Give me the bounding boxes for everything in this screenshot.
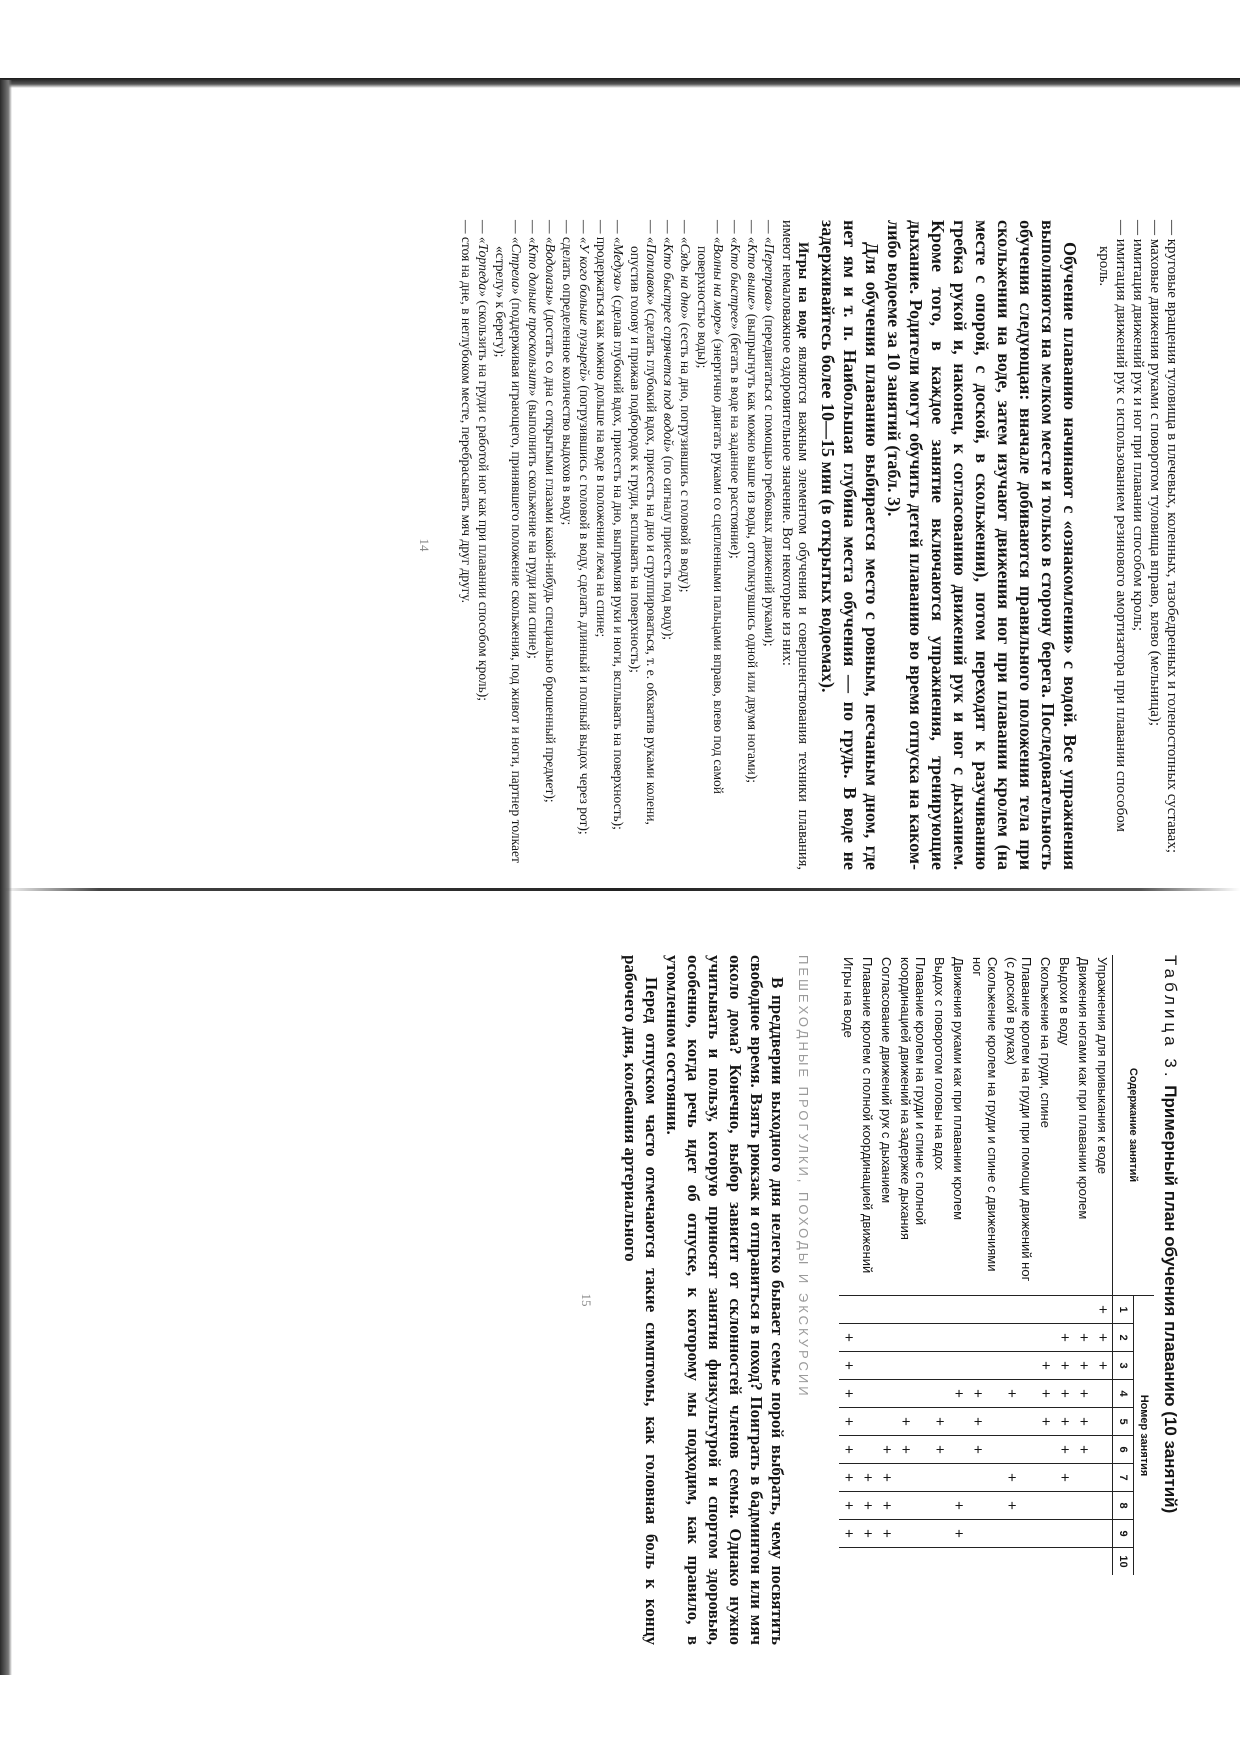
empty-cell (1036, 1492, 1055, 1520)
empty-cell (1055, 1296, 1074, 1324)
plus-mark: + (949, 1380, 968, 1408)
empty-cell (1002, 1548, 1036, 1576)
list-item: — имитация движений рук и ног при плавании способом кроль; (1130, 220, 1146, 632)
game-title: «Волны на море» (711, 236, 726, 336)
plus-mark: + (1074, 1436, 1093, 1464)
game-text: (энергично двигать руками со сцепленными пальцами вправо, влево под самой поверхностью воды); (695, 246, 726, 794)
list-item: — «Водолазы» (достать со дна с открытыми глазами какой-нибудь специально брошенный предмет); (543, 220, 558, 803)
empty-cell (1036, 1436, 1055, 1464)
empty-cell (949, 1408, 968, 1436)
game-title: «Торпеда» (476, 236, 491, 297)
empty-cell (930, 1380, 949, 1408)
empty-cell (1093, 1464, 1113, 1492)
list-item: — круговые вращения туловища в плечевых, коленных, тазобедренных и голеностопных суставах; (1164, 220, 1180, 854)
game-title: «Сядь на дно» (678, 236, 693, 320)
bullet-list-exercises (1095, 220, 1180, 870)
empty-cell (896, 1380, 930, 1408)
table-caption (1160, 955, 1180, 1645)
games-lead: Игры на воде (795, 242, 811, 339)
table-row (949, 955, 968, 1575)
page-15 (130, 955, 1180, 1645)
empty-cell (858, 1352, 877, 1380)
plus-mark: + (968, 1436, 1002, 1464)
empty-cell (1036, 1296, 1055, 1324)
table-body (839, 955, 1113, 1575)
plus-mark: + (858, 1464, 877, 1492)
table-row (930, 955, 949, 1575)
plus-mark: + (858, 1492, 877, 1520)
session-number-8: 8 (1113, 1492, 1134, 1520)
game-text: сделать определенное количество выдохов в воду; (560, 236, 575, 526)
scan-shadow-top (0, 78, 1240, 88)
empty-cell (1055, 1548, 1074, 1576)
plus-mark: + (839, 1324, 858, 1352)
empty-cell (968, 1324, 1002, 1352)
game-title: «Поплавок» (644, 236, 659, 306)
empty-cell (930, 1296, 949, 1324)
table-title: Примерный план обучения плаванию (10 занятий) (1161, 1085, 1180, 1514)
game-text: продержаться как можно дольше на воде в положении лежа на спине; (594, 236, 609, 638)
game-text: (сделать глубокий вдох, присесть на дно и сгруппироваться, т. е. обхватив руками колени, опустив голову и прижав подбородок к груди, всплывать на поверхность); (628, 246, 659, 825)
empty-cell (896, 1464, 930, 1492)
empty-cell (930, 1464, 949, 1492)
empty-cell (839, 1296, 858, 1324)
games-list (458, 220, 777, 870)
plus-mark: + (1055, 1408, 1074, 1436)
game-text: (выполнить скольжение на груди или спине); (526, 399, 541, 659)
empty-cell (896, 1296, 930, 1324)
plus-mark: + (877, 1436, 896, 1464)
empty-cell (968, 1296, 1002, 1324)
game-title: «Кто быстрее» (728, 236, 743, 330)
plus-mark: + (858, 1520, 877, 1548)
scan-shadow-left (0, 80, 12, 1675)
plus-mark: + (1036, 1408, 1055, 1436)
plus-mark: + (949, 1492, 968, 1520)
empty-cell (968, 1548, 1002, 1576)
empty-cell (949, 1296, 968, 1324)
session-number-1: 1 (1113, 1296, 1134, 1324)
empty-cell (1036, 1324, 1055, 1352)
list-item: — «Кто выше» (выпрыгнуть как можно выше из воды, оттолкнувшись одной или двумя ногами); (745, 220, 760, 784)
empty-cell (1074, 1464, 1093, 1492)
plus-mark: + (877, 1492, 896, 1520)
session-number-9: 9 (1113, 1520, 1134, 1548)
game-title: «Стрела» (509, 236, 524, 295)
plus-mark: + (896, 1436, 930, 1464)
page-number: 15 (579, 1293, 594, 1307)
list-item: — «Кто быстрее спрячется под водой» (по сигналу присесть под воду); (661, 220, 676, 640)
plus-mark: + (839, 1492, 858, 1520)
empty-cell (877, 1548, 896, 1576)
table-row (858, 955, 877, 1575)
game-text: (сесть на дно, погрузившись с головой в воду); (678, 322, 693, 593)
empty-cell (839, 1548, 858, 1576)
empty-cell (949, 1324, 968, 1352)
paragraph-swimming-intro: Обучение плаванию начинают с «ознакомления» с водой. Все упражнения выполняются на мелком месте и только в сторону берега. Последовательность обучения следующая: вначале добиваются правильного положения тела при скольжении на воде, затем изучают движения ног при плавании кролем (на месте с опорой, с доской, в скольжении), потом переходят к разучиванию гребка рукой и, наконец, к согласованию движений рук и ног с дыханием. Кроме того, в каждое занятие включаются упражнения, тренирующие дыхание. Родители могут обучить детей плаванию во время отпуска на каком-либо водоеме за 10 занятий (табл. 3). (884, 220, 1080, 870)
paragraph-vacation: Перед отпуском часто отмечаются такие симптомы, как головная боль к концу рабочего дня, колебания артериального (621, 955, 661, 1645)
plus-mark: + (1036, 1380, 1055, 1408)
plus-mark: + (1055, 1380, 1074, 1408)
plus-mark: + (968, 1408, 1002, 1436)
list-item: — продержаться как можно дольше на воде в положении лежа на спине; (594, 220, 609, 638)
session-number-3: 3 (1113, 1352, 1134, 1380)
list-item: — сделать определенное количество выдохов в воду; (560, 220, 575, 526)
game-text: (сделав глубокий вдох, присесть на дно, выпрямляя руки и ноги, всплывать на поверхность); (611, 294, 626, 830)
empty-cell (930, 1324, 949, 1352)
empty-cell (930, 1492, 949, 1520)
game-text: (по сигналу присесть под воду); (661, 455, 676, 640)
game-text: (поддерживая играющего, принявшего положение скольжения, под живот и ноги, партнер толкает «стрелу» к берегу); (493, 246, 524, 863)
empty-cell (949, 1548, 968, 1576)
session-number-6: 6 (1113, 1436, 1134, 1464)
game-title: «Кто дольше проскользит» (526, 236, 541, 397)
list-item: — имитация движений рук с использованием резинового амортизатора при плавании способом кроль. (1096, 220, 1129, 832)
list-item: — «Сядь на дно» (сесть на дно, погрузившись с головой в воду); (678, 220, 693, 593)
empty-cell (1074, 1296, 1093, 1324)
plus-mark: + (1055, 1324, 1074, 1352)
row-label: Плавание кролем на груди при помощи движений ног (с доской в руках) (1004, 957, 1034, 1282)
plus-mark: + (839, 1464, 858, 1492)
list-item: — маховые движения руками с поворотом туловища вправо, влево (мельница); (1147, 220, 1163, 727)
empty-cell (858, 1548, 877, 1576)
game-text: (погрузившись с головой в воду, сделать длинный и полный выдох через рот); (577, 385, 592, 835)
page-fold (0, 888, 1240, 891)
row-label: Движения ногами как при плавании кролем (1076, 957, 1091, 1220)
plus-mark: + (1055, 1436, 1074, 1464)
empty-cell (1055, 1492, 1074, 1520)
plus-mark: + (1055, 1352, 1074, 1380)
plus-mark: + (930, 1436, 949, 1464)
plus-mark: + (968, 1380, 1002, 1408)
empty-cell (1036, 1520, 1055, 1548)
empty-cell (968, 1464, 1002, 1492)
table-row (1002, 955, 1036, 1575)
table-row (1055, 955, 1074, 1575)
table-row (896, 955, 930, 1575)
table-row (1036, 955, 1055, 1575)
plus-mark: + (1036, 1352, 1055, 1380)
plus-mark: + (1074, 1408, 1093, 1436)
row-label: Упражнения для привыкания к воде (1095, 957, 1110, 1175)
table-row (839, 955, 858, 1575)
table-row (1093, 955, 1113, 1575)
list-item: — «Кто дольше проскользит» (выполнить скольжение на груди или спине); (526, 220, 541, 659)
empty-cell (1002, 1436, 1036, 1464)
plus-mark: + (1093, 1296, 1113, 1324)
empty-cell (877, 1324, 896, 1352)
empty-cell (949, 1352, 968, 1380)
row-label: Скольжение на груди, спине (1038, 957, 1053, 1128)
empty-cell (877, 1296, 896, 1324)
lesson-plan-table (839, 955, 1154, 1575)
empty-cell (1002, 1408, 1036, 1436)
row-label: Плавание кролем с полной координацией движений (860, 957, 875, 1274)
game-text: (достать со дна с открытыми глазами какой-нибудь специально брошенный предмет); (543, 309, 558, 803)
empty-cell (1074, 1520, 1093, 1548)
empty-cell (949, 1436, 968, 1464)
empty-cell (1093, 1436, 1113, 1464)
list-item: — «Стрела» (поддерживая играющего, принявшего положение скольжения, под живот и ноги, партнер толкает «стрелу» к берегу); (493, 220, 524, 863)
row-label: Скольжение кролем на груди и спине с движениями ног (970, 957, 1000, 1272)
games-intro-text: являются важным элементом обучения и совершенствования техники плавания, имеют немаловажное оздоровительное значение. Вот некоторые из них: (779, 220, 811, 870)
plus-mark: + (1093, 1352, 1113, 1380)
empty-cell (968, 1352, 1002, 1380)
game-title: «Медуза» (611, 236, 626, 292)
plus-mark: + (839, 1408, 858, 1436)
list-item: — «Волны на море» (энергично двигать руками со сцепленными пальцами вправо, влево под самой поверхностью воды); (695, 220, 726, 794)
empty-cell (896, 1352, 930, 1380)
empty-cell (930, 1548, 949, 1576)
paragraph-weekend: В преддверии выходного дня нелегко бывает семье порой выбрать, чему посвятить свободное время. Взять рюкзак и отправиться в поход? Поиграть в бадминтон или мяч около дома? Конечно, выбор зависит от склонностей членов семьи. Однако нужно учитывать и пользу, которую приносят занятия физкультурой и спортом здоровью, особенно, когда речь идет об отпуске, к которому мы подходим, как правило, в утомленном состоянии. (663, 955, 787, 1645)
section-heading: ПЕШЕХОДНЫЕ ПРОГУЛКИ, ПОХОДЫ И ЭКСКУРСИИ (796, 955, 811, 1399)
game-title: «Переправа» (762, 236, 777, 312)
empty-cell (896, 1492, 930, 1520)
plus-mark: + (839, 1380, 858, 1408)
list-item: — стоя на дне, в неглубоком месте, перебрасывать мяч друг другу. (459, 220, 474, 604)
empty-cell (1093, 1408, 1113, 1436)
session-number-2: 2 (1113, 1324, 1134, 1352)
list-item: — «Медуза» (сделав глубокий вдох, присесть на дно, выпрямляя руки и ноги, всплывать на поверхность); (611, 220, 626, 830)
paragraph-swimming-place: Для обучения плаванию выбирается место с ровным, песчаным дном, где нет ям и т. п. Наибольшая глубина места обучения — по грудь. В воде не задерживайтесь более 10—15 мин (в открытых водоемах). (818, 220, 882, 870)
empty-cell (1093, 1520, 1113, 1548)
game-title: «Кто быстрее спрячется под водой» (661, 236, 676, 453)
empty-cell (1036, 1548, 1055, 1576)
list-item: — «Кто быстрее» (бегать в воде на заданное расстояние); (728, 220, 743, 559)
row-label: Плавание кролем на груди и спине с полной координацией движений на задержке дыхания (898, 957, 928, 1240)
plus-mark: + (1055, 1464, 1074, 1492)
game-text: (передвигаться с помощью гребковых движений руками); (762, 315, 777, 647)
empty-cell (930, 1352, 949, 1380)
empty-cell (858, 1380, 877, 1408)
plus-mark: + (930, 1408, 949, 1436)
plus-mark: + (839, 1352, 858, 1380)
empty-cell (877, 1352, 896, 1380)
game-text: (выпрыгнуть как можно выше из воды, оттолкнувшись одной или двумя ногами); (745, 313, 760, 784)
game-text: (бегать в воде на заданное расстояние); (728, 333, 743, 559)
plus-mark: + (1074, 1352, 1093, 1380)
empty-cell (1093, 1548, 1113, 1576)
session-number-7: 7 (1113, 1464, 1134, 1492)
plus-mark: + (1074, 1324, 1093, 1352)
empty-cell (896, 1548, 930, 1576)
plus-mark: + (949, 1520, 968, 1548)
list-item: — «У кого больше пузырей» (погрузившись с головой в воду, сделать длинный и полный выдох через рот); (577, 220, 592, 835)
row-label: Согласование движений рук с дыханием (879, 957, 894, 1204)
row-label: Выдохи в воду (1057, 957, 1072, 1046)
game-title: «Водолазы» (543, 236, 558, 306)
table-row (877, 955, 896, 1575)
empty-cell (1093, 1492, 1113, 1520)
game-text: (скользить на груди с работой ног как при плавании способом кроль); (476, 300, 491, 702)
empty-cell (1002, 1324, 1036, 1352)
empty-cell (968, 1520, 1002, 1548)
empty-cell (1074, 1492, 1093, 1520)
plus-mark: + (1002, 1380, 1036, 1408)
column-header-content: Содержание занятий (1113, 955, 1155, 1296)
plus-mark: + (877, 1520, 896, 1548)
empty-cell (896, 1520, 930, 1548)
empty-cell (858, 1408, 877, 1436)
game-title: «У кого больше пузырей» (577, 236, 592, 382)
paragraph-games-intro (779, 220, 811, 870)
empty-cell (858, 1296, 877, 1324)
plus-mark: + (1074, 1380, 1093, 1408)
column-header-session-number: Номер занятия (1134, 1296, 1155, 1576)
empty-cell (930, 1520, 949, 1548)
empty-cell (1055, 1520, 1074, 1548)
session-number-4: 4 (1113, 1380, 1134, 1408)
empty-cell (877, 1380, 896, 1408)
list-item: — «Поплавок» (сделать глубокий вдох, присесть на дно и сгруппироваться, т. е. обхватив руками колени, опустив голову и прижав подбородок к груди, всплывать на поверхность); (628, 220, 659, 825)
page-number: 14 (417, 538, 432, 552)
row-label: Движения руками как при плавании кролем (951, 957, 966, 1221)
page-14 (130, 220, 1180, 870)
plus-mark: + (1002, 1464, 1036, 1492)
session-number-5: 5 (1113, 1408, 1134, 1436)
empty-cell (949, 1464, 968, 1492)
empty-cell (877, 1408, 896, 1436)
table-row (1074, 955, 1093, 1575)
plus-mark: + (877, 1464, 896, 1492)
plus-mark: + (1093, 1324, 1113, 1352)
empty-cell (1074, 1548, 1093, 1576)
table-row (968, 955, 1002, 1575)
plus-mark: + (1002, 1492, 1036, 1520)
row-label: Выдох с поворотом головы на вдох (932, 957, 947, 1171)
empty-cell (896, 1324, 930, 1352)
row-label: Игры на воде (841, 957, 856, 1038)
game-title: «Кто выше» (745, 236, 760, 311)
empty-cell (1036, 1464, 1055, 1492)
table-label: Таблица 3. (1161, 955, 1180, 1081)
list-item: — «Торпеда» (скользить на груди с работой ног как при плавании способом кроль); (476, 220, 491, 702)
session-number-10: 10 (1113, 1548, 1134, 1576)
plus-mark: + (896, 1408, 930, 1436)
plus-mark: + (839, 1436, 858, 1464)
empty-cell (1002, 1352, 1036, 1380)
empty-cell (1002, 1296, 1036, 1324)
empty-cell (858, 1436, 877, 1464)
empty-cell (1002, 1520, 1036, 1548)
plus-mark: + (839, 1520, 858, 1548)
empty-cell (1093, 1380, 1113, 1408)
empty-cell (968, 1492, 1002, 1520)
list-item: — «Переправа» (передвигаться с помощью гребковых движений руками); (762, 220, 777, 647)
game-text: стоя на дне, в неглубоком месте, перебрасывать мяч друг другу. (459, 236, 474, 604)
empty-cell (858, 1324, 877, 1352)
